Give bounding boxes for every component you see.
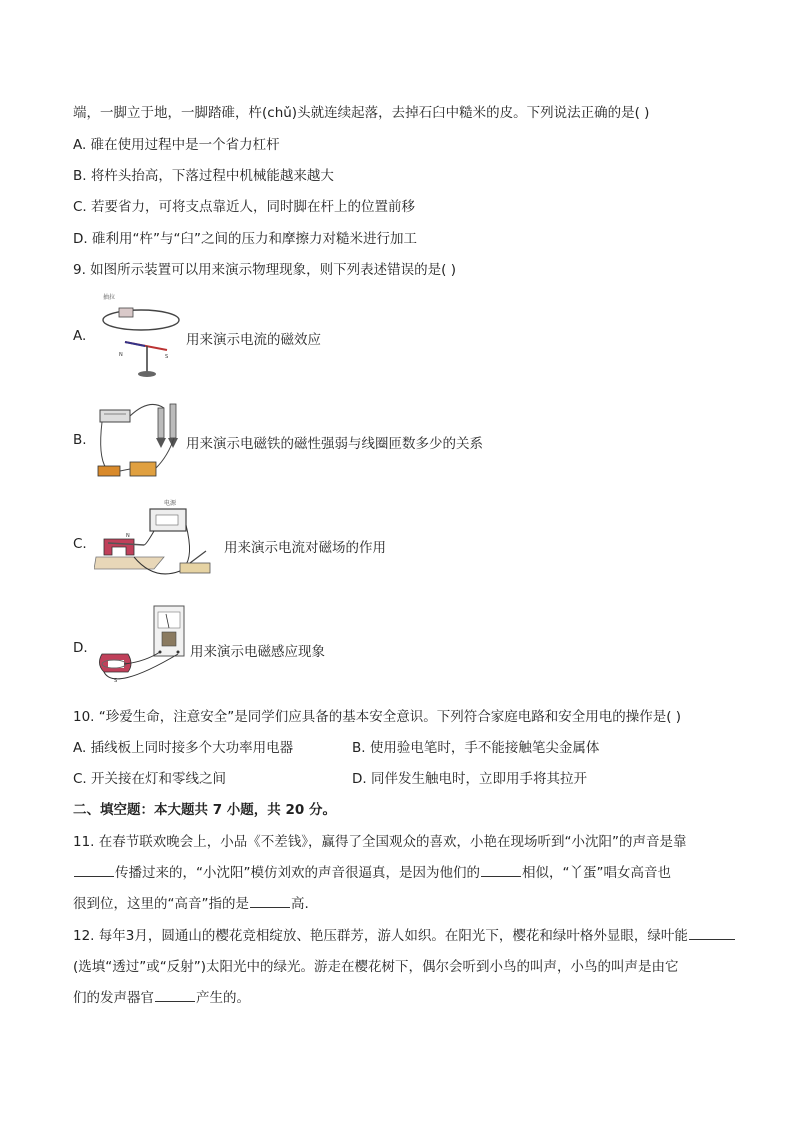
q10-option-b: B. 使用验电笔时，手不能接触笔尖金属体 <box>352 740 600 756</box>
section-heading-fill-blank: 二、填空题：本大题共 7 小题，共 20 分。 <box>73 802 336 818</box>
svg-text:N: N <box>126 533 130 539</box>
q12-line-1 <box>73 927 736 945</box>
q11-line-2 <box>73 864 671 882</box>
q10-option-a: A. 插线板上同时接多个大功率用电器 <box>73 740 294 756</box>
q12-line-1-text: 12. 每年3月，圆通山的樱花竞相绽放、艳压群芳，游人如织。在阳光下，樱花和绿叶格外显眼，绿叶能 <box>73 928 688 944</box>
q8-option-c: C. 若要省力，可将支点靠近人，同时脚在杆上的位置前移 <box>73 199 416 215</box>
svg-text:N: N <box>119 352 123 358</box>
q11-line-2-text-b: 相似，“丫蛋”唱女高音也 <box>522 865 671 881</box>
q10-stem: 10. “珍爱生命，注意安全”是同学们应具备的基本安全意识。下列符合家庭电路和安全用电的操作是( ) <box>73 709 682 725</box>
q11-line-3 <box>73 895 309 913</box>
q12-line-3 <box>73 989 250 1007</box>
q9-option-d-text: 用来演示电磁感应现象 <box>190 644 325 660</box>
q9-option-a-label: A. <box>73 328 87 344</box>
svg-text:S: S <box>114 678 118 684</box>
q10-option-d: D. 同伴发生触电时，立即用手将其拉开 <box>352 771 587 787</box>
q9-figure-b <box>94 396 186 486</box>
q12-line-3-text-a: 们的发声器官 <box>73 990 154 1006</box>
q9-stem: 9. 如图所示装置可以用来演示物理现象，则下列表述错误的是( ) <box>73 262 456 278</box>
q11-line-3-text-b: 高. <box>291 896 309 912</box>
q9-option-b-label: B. <box>73 432 87 448</box>
q12-line-3-text-b: 产生的。 <box>196 990 250 1006</box>
q12-blank-1[interactable] <box>689 927 735 940</box>
q11-blank-2[interactable] <box>481 864 521 877</box>
q10-option-c: C. 开关接在灯和零线之间 <box>73 771 227 787</box>
q9-figure-d <box>94 602 190 694</box>
q9-option-b-text: 用来演示电磁铁的磁性强弱与线圈匝数多少的关系 <box>186 436 483 452</box>
q8-option-b: B. 将杵头抬高，下落过程中机械能越来越大 <box>73 168 334 184</box>
q9-option-c-label: C. <box>73 536 87 552</box>
q9-option-a-text: 用来演示电流的磁效应 <box>186 332 321 348</box>
q11-line-3-text-a: 很到位，这里的“高音”指的是 <box>73 896 249 912</box>
q8-stem-tail: 端，一脚立于地，一脚踏碓，杵(chǔ)头就连续起落，去掉石臼中糙米的皮。下列说法正确的是( ) <box>73 105 650 121</box>
q11-blank-1[interactable] <box>74 864 114 877</box>
q9-option-d-label: D. <box>73 640 88 656</box>
q8-option-a: A. 碓在使用过程中是一个省力杠杆 <box>73 137 280 153</box>
q8-option-d: D. 碓利用“杵”与“臼”之间的压力和摩擦力对糙米进行加工 <box>73 231 417 247</box>
q12-blank-2[interactable] <box>155 989 195 1002</box>
q9-figure-c <box>94 497 224 581</box>
q12-line-2: (选填“透过”或“反射”)太阳光中的绿光。游走在樱花树下，偶尔会听到小鸟的叫声，小鸟的叫声是由它 <box>73 959 679 975</box>
q9-figure-a <box>95 290 185 382</box>
q11-line-2-text-a: 传播过来的，“小沈阳”模仿刘欢的声音很逼真，是因为他们的 <box>115 865 480 881</box>
q9-option-c-text: 用来演示电流对磁场的作用 <box>224 540 386 556</box>
q11-line-1: 11. 在春节联欢晚会上，小品《不差钱》，赢得了全国观众的喜欢，小艳在现场听到“小沈阳”的声音是靠 <box>73 834 687 850</box>
q9-figure-a-caption: 抽拉 <box>103 294 116 301</box>
q9-figure-c-caption: 电源 <box>164 500 177 507</box>
q11-blank-3[interactable] <box>250 895 290 908</box>
svg-text:S: S <box>165 354 169 360</box>
